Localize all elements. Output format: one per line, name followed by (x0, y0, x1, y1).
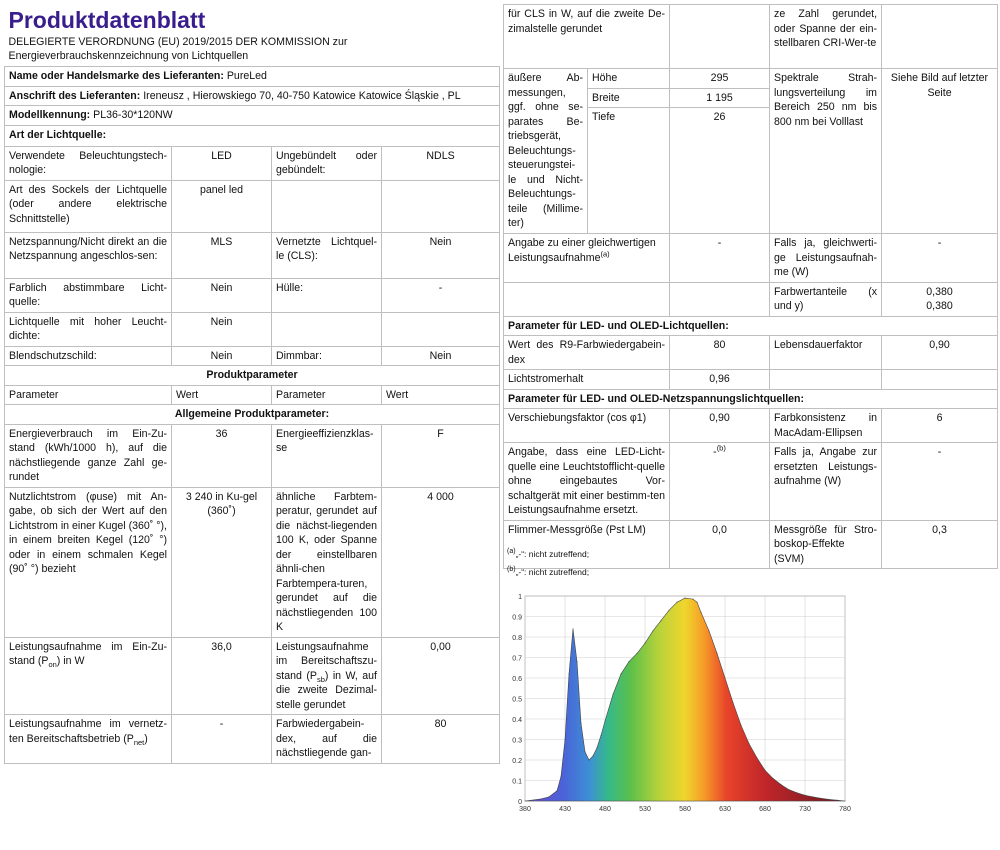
lt-value (382, 180, 500, 232)
cls-label: für CLS in W, auf die zweite De-zimalstelle gerundet (504, 5, 670, 69)
regulation-subtitle: DELEGIERTE VERORDNUNG (EU) 2019/2015 DER KOMMISSION zur Energieverbrauchskennzeichnung von Lichtquellen (8, 36, 348, 62)
lt-label (272, 312, 382, 346)
right-column (503, 4, 997, 569)
lt-value: NDLS (382, 146, 500, 180)
shift-label: Verschiebungsfaktor (cos φ1) (504, 409, 670, 443)
width-value: 1 195 (670, 88, 770, 108)
data-point (828, 799, 829, 800)
supplier-address-row: Anschrift des Lieferanten: Ireneusz , Hierowskiego 70, 40-750 Katowice Katowice Śląskie , PL (5, 86, 500, 106)
footnote-a: $^{(a)}$„-“: nicht zutreffend; (507, 548, 590, 559)
data-point (796, 792, 797, 793)
data-point (652, 630, 653, 631)
height-value: 295 (670, 69, 770, 89)
lt-value: Nein (172, 346, 272, 366)
equiv-if-label: Falls ja, gleichwerti-ge Leistungsaufnah-me (W) (770, 234, 882, 283)
lt-value: - (382, 278, 500, 312)
replace-label: Angabe, dass eine LED-Licht-quelle eine Leuchtstofflicht-quelle ohne eingebautes Vor-schaltgerät mit einer bestimm-ten Leistungsaufnahme ersetzt. (504, 443, 670, 521)
y-tick-label: 0 (518, 799, 522, 806)
x-tick-label: 530 (639, 806, 651, 813)
data-point (580, 723, 581, 724)
y-tick-label: 0.5 (512, 696, 522, 704)
class-value: F (382, 424, 500, 487)
lt-label (272, 180, 382, 232)
data-point (644, 643, 645, 644)
lt-label: Vernetzte Lichtquel-le (CLS): (272, 232, 382, 278)
data-point (628, 661, 629, 662)
y-tick-label: 0.9 (512, 614, 522, 622)
data-point (788, 789, 789, 790)
lt-label: Lichtquelle mit hoher Leucht-dichte: (5, 312, 172, 346)
flicker-label: Flimmer-Messgröße (Pst LM) (504, 520, 670, 569)
data-point (844, 800, 845, 801)
data-point (540, 798, 541, 799)
col-header-value: Wert (172, 385, 272, 405)
supplier-address: Ireneusz , Hierowskiego 70, 40-750 Katowice Katowice Śląskie , PL (143, 89, 461, 102)
data-point (820, 798, 821, 799)
data-point (780, 784, 781, 785)
dims-label: äußere Ab-messungen, ggf. ohne se-parates Be-triebsgerät, Beleuchtungs-steuerungstei-le und Nicht-Beleuchtungs-teile (Millime-ter) (504, 69, 588, 234)
data-point (548, 796, 549, 797)
lumen-value: 0,96 (670, 370, 770, 390)
cct-label: ähnliche Farbtem-peratur, gerundet auf die nächst-liegenden 100 K, oder Spanne der einstellbaren ähnli-chen Farbtempera-turen, gerundet auf die nächstliegenden 100 K (272, 487, 382, 637)
macadam-value: 6 (882, 409, 998, 443)
x-tick-label: 680 (759, 806, 771, 813)
data-point (556, 790, 557, 791)
depth-label: Tiefe (588, 108, 670, 234)
life-label: Lebensdauerfaktor (770, 336, 882, 370)
lt-label: Dimmbar: (272, 346, 382, 366)
data-point (560, 776, 561, 777)
y-tick-label: 0.2 (512, 758, 522, 765)
supplier-name: PureLed (226, 70, 267, 82)
psb-label: Leistungsaufnahme im Bereitschaftszu-stand $(P_{sb})$ in W, auf die zweite Dezimal-stelle gerundet (272, 637, 382, 715)
x-tick-label: 480 (599, 806, 611, 813)
data-point (620, 673, 621, 674)
data-point (636, 653, 637, 654)
lt-label: Ungebündelt oder gebündelt: (272, 146, 382, 180)
cri-continued-label: ze Zahl gerundet, oder Spanne der ein-stellbaren CRI-Wer-te (770, 5, 882, 69)
col-header-param: Parameter (5, 385, 172, 405)
lumen-label: Lichtstromerhalt (504, 370, 670, 390)
equiv-label: Angabe zu einer gleichwertigen Leistungsaufnahme$^{(a)}$ (504, 234, 670, 283)
shift-value: 0,90 (670, 409, 770, 443)
data-point (684, 597, 685, 598)
data-point (676, 602, 677, 603)
chroma-label: Farbwertanteile (x und y) (770, 282, 882, 316)
lt-value: Nein (382, 232, 500, 278)
chroma-value (882, 282, 998, 316)
data-point (724, 677, 725, 678)
data-point (696, 602, 697, 603)
lt-value (382, 312, 500, 346)
lt-label: Netzspannung/Nicht direkt an die Netzspannung angeschlos-sen: (5, 232, 172, 278)
data-point (700, 612, 701, 613)
lt-value: panel led (172, 180, 272, 232)
macadam-label: Farbkonsistenz in MacAdam-Ellipsen (770, 409, 882, 443)
replace-if-label: Falls ja, Angabe zur ersetzten Leistungs-aufnahme (W) (770, 443, 882, 521)
spectral-value: Siehe Bild auf letzter Seite (882, 69, 998, 234)
page-title: Produktdatenblatt (8, 7, 206, 33)
psb-value: 0,00 (382, 637, 500, 715)
cri-value: 80 (382, 715, 500, 764)
depth-value: 26 (670, 108, 770, 234)
lt-value: LED (172, 146, 272, 180)
pnet-value: - (172, 715, 272, 764)
life-value: 0,90 (882, 336, 998, 370)
data-point (564, 739, 565, 740)
spectral-label: Spektrale Strah-lungsverteilung im Bereich 250 nm bis 800 nm bei Volllast (770, 69, 882, 234)
data-point (836, 800, 837, 801)
light-type-heading: Art der Lichtquelle: (5, 125, 500, 146)
data-point (772, 778, 773, 779)
lt-value: Nein (382, 346, 500, 366)
chroma-x: 0,380 (926, 285, 953, 298)
model-row: Modellkennung: PL36-30*120NW (5, 106, 500, 126)
data-point (756, 757, 757, 758)
r9-label: Wert des R9-Farbwiedergabein-dex (504, 336, 670, 370)
spectral-distribution-chart (505, 590, 865, 825)
y-tick-label: 0.1 (512, 778, 522, 786)
data-point (764, 770, 765, 771)
lt-value: MLS (172, 232, 272, 278)
equiv-if-value: - (882, 234, 998, 283)
footnotes (507, 545, 589, 581)
flux-label: Nutzlichtstrom (φuse) mit An-gabe, ob sich der Wert auf den Lichtstrom in einer Kugel (360˚ °), in einem breiten Kegel (120˚ °) oder in einem schmalen Kegel (90˚ °) bezieht (5, 487, 172, 637)
data-point (692, 598, 693, 599)
model-id: PL36-30*120NW (93, 109, 173, 121)
col-header-param: Parameter (272, 385, 382, 405)
lt-value: Nein (172, 278, 272, 312)
width-label: Breite (588, 88, 670, 108)
x-tick-label: 430 (559, 806, 571, 813)
datasheet-table-left (4, 4, 500, 764)
supplier-name-row: Name oder Handelsmarke des Lieferanten: PureLed (5, 67, 500, 87)
lt-label: Verwendete Beleuchtungstech-nologie: (5, 146, 172, 180)
product-params-heading: Produktparameter (5, 366, 500, 386)
led-params-heading: Parameter für LED- und OLED-Lichtquellen: (504, 316, 998, 336)
cct-value: 4 000 (382, 487, 500, 637)
data-point (748, 743, 749, 744)
data-point (584, 751, 585, 752)
data-point (572, 628, 573, 629)
data-point (708, 630, 709, 631)
flux-value: 3 240 in Ku-gel (360˚) (172, 487, 272, 637)
height-label: Höhe (588, 69, 670, 89)
cri-label: Farbwiedergabein-dex, auf die nächstliegende gan- (272, 715, 382, 764)
y-tick-label: 0.8 (512, 635, 522, 642)
equiv-value: - (670, 234, 770, 283)
replace-if-value: - (882, 443, 998, 521)
x-tick-label: 630 (719, 806, 731, 813)
pon-value: 36,0 (172, 637, 272, 715)
data-point (592, 755, 593, 756)
strobo-label: Messgröße für Stro-boskop-Effekte (SVM) (770, 520, 882, 569)
y-tick-label: 0.4 (512, 717, 522, 724)
data-point (604, 720, 605, 721)
data-point (524, 800, 525, 801)
mains-params-heading: Parameter für LED- und OLED-Netzspannungslichtquellen: (504, 389, 998, 409)
footnote-b: $^{(b)}$„-“: nicht zutreffend; (507, 566, 590, 577)
y-tick-label: 0.7 (512, 655, 522, 663)
datasheet-table-right (503, 4, 998, 569)
class-label: Energieeffizienzklas-se (272, 424, 382, 487)
lt-label: Blendschutzschild: (5, 346, 172, 366)
x-tick-label: 780 (839, 806, 851, 813)
x-tick-label: 380 (519, 806, 531, 813)
data-point (588, 759, 589, 760)
data-point (732, 702, 733, 703)
chroma-y: 0,380 (926, 300, 953, 312)
data-point (668, 610, 669, 611)
data-point (812, 796, 813, 797)
data-point (600, 735, 601, 736)
data-point (716, 653, 717, 654)
data-point (612, 694, 613, 695)
lt-label: Art des Sockels der Lichtquelle (oder andere elektrische Schnittstelle) (5, 180, 172, 232)
y-tick-label: 1 (518, 594, 522, 601)
col-header-value: Wert (382, 385, 500, 405)
data-point (576, 661, 577, 662)
strobo-value: 0,3 (882, 520, 998, 569)
data-point (804, 795, 805, 796)
x-tick-label: 580 (679, 806, 691, 813)
y-tick-label: 0.6 (512, 676, 522, 683)
x-tick-label: 730 (799, 806, 811, 813)
energy-label: Energieverbrauch im Ein-Zu-stand (kWh/1000 h), auf die nächstliegende ganze Zahl ge-rundet (5, 424, 172, 487)
lt-label: Hülle: (272, 278, 382, 312)
flicker-value: 0,0 (670, 520, 770, 569)
pnet-label: Leistungsaufnahme im vernetz-ten Bereitschaftsbetrieb $(P_{net})$ (5, 715, 172, 764)
data-point (740, 725, 741, 726)
data-point (660, 620, 661, 621)
data-point (568, 673, 569, 674)
y-tick-label: 0.3 (512, 737, 522, 745)
r9-value: 80 (670, 336, 770, 370)
general-params-heading: Allgemeine Produktparameter: (5, 405, 500, 425)
lt-value: Nein (172, 312, 272, 346)
data-point (596, 747, 597, 748)
replace-value: -$^{(b)}$ (670, 443, 770, 521)
left-column (4, 4, 499, 764)
energy-value: 36 (172, 424, 272, 487)
pon-label: Leistungsaufnahme im Ein-Zu-stand $(P_{on})$ in W (5, 637, 172, 715)
lt-label: Farblich abstimmbare Licht-quelle: (5, 278, 172, 312)
